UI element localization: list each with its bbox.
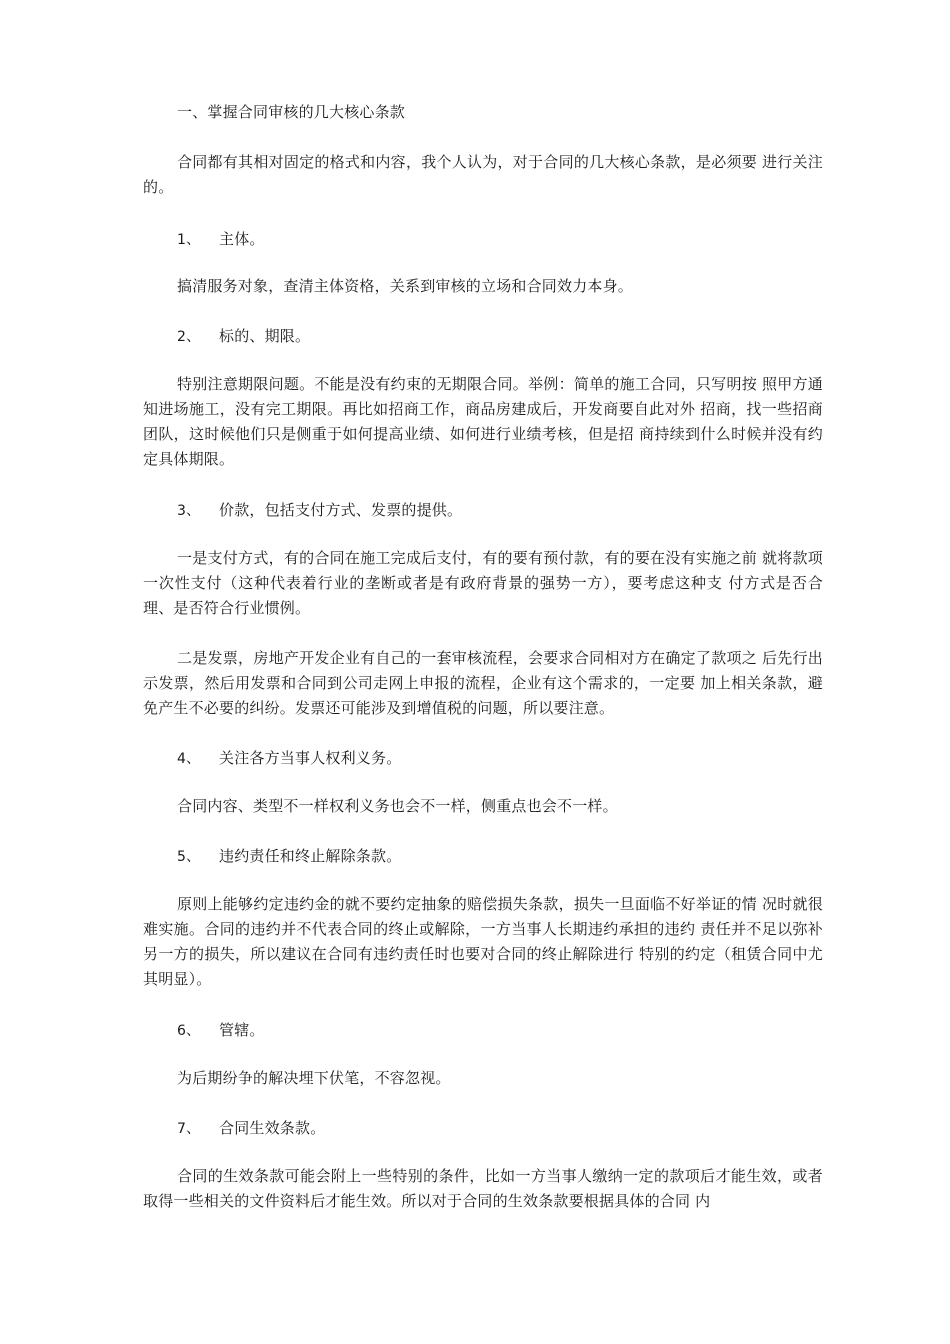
item-number: 7、 <box>177 1121 201 1137</box>
paragraph-rights: 合同内容、类型不一样权利义务也会不一样，侧重点也会不一样。 <box>177 797 618 815</box>
item-title: 违约责任和终止解除条款。 <box>219 847 402 865</box>
item-number: 6、 <box>177 1023 201 1039</box>
item-number: 4、 <box>177 751 201 767</box>
paragraph-jurisdiction: 为后期纷争的解决埋下伏笔，不容忽视。 <box>177 1069 451 1087</box>
item-heading-7 <box>143 1116 857 1142</box>
section-title <box>143 100 857 125</box>
item-title: 主体。 <box>219 230 265 248</box>
item-heading-4 <box>143 746 857 772</box>
item-title: 关注各方当事人权利义务。 <box>219 749 402 767</box>
item-title: 标的、期限。 <box>219 327 311 345</box>
item-heading-5 <box>143 844 857 870</box>
item-title: 价款，包括支付方式、发票的提供。 <box>219 501 463 519</box>
item-heading-1 <box>143 227 857 253</box>
section-title-text: 一、掌握合同审核的几大核心条款 <box>177 103 406 121</box>
item-number: 1、 <box>177 232 201 248</box>
item-number: 2、 <box>177 329 201 345</box>
paragraph-subject: 搞清服务对象，查清主体资格，关系到审核的立场和合同效力本身。 <box>177 277 634 295</box>
paragraph-payment: 一是支付方式，有的合同在施工完成后支付，有的要有预付款，有的要在没有实施之前 就将款项一次性支付（这种代表着行业的垄断或者是有政府背景的强势一方），要考虑这种支 付方式是否合理、是否符合行业惯例。 <box>143 549 823 617</box>
paragraph-invoice: 二是发票，房地产开发企业有自己的一套审核流程，会要求合同相对方在确定了款项之 后先行出示发票，然后用发票和合同到公司走网上申报的流程，企业有这个需求的，一定要 加上相关条款，避免产生不必要的纠纷。发票还可能涉及到增值税的问题，所以要注意。 <box>143 649 823 717</box>
paragraph-term: 特别注意期限问题。不能是没有约束的无期限合同。举例：简单的施工合同，只写明按 照甲方通知进场施工，没有完工期限。再比如招商工作，商品房建成后，开发商要自此对外 招商，找一些招商团队，这时候他们只是侧重于如何提高业绩、如何进行业绩考核，但是招 商持续到什么时候并没有约定具体期限。 <box>143 375 823 468</box>
intro-paragraph: 合同都有其相对固定的格式和内容，我个人认为，对于合同的几大核心条款，是必须要 进行关注的。 <box>143 153 823 196</box>
item-title: 合同生效条款。 <box>219 1119 326 1137</box>
item-heading-6 <box>143 1018 857 1044</box>
item-number: 3、 <box>177 503 201 519</box>
paragraph-effectiveness: 合同的生效条款可能会附上一些特别的条件，比如一方当事人缴纳一定的款项后才能生效，或者取得一些相关的文件资料后才能生效。所以对于合同的生效条款要根据具体的合同 内 <box>143 1167 823 1210</box>
item-number: 5、 <box>177 849 201 865</box>
item-title: 管辖。 <box>219 1021 265 1039</box>
paragraph-liability: 原则上能够约定违约金的就不要约定抽象的赔偿损失条款，损失一旦面临不好举证的情 况时就很难实施。合同的违约并不代表合同的终止或解除，一方当事人长期违约承担的违约 责任并不足以弥补另一方的损失，所以建议在合同有违约责任时也要对合同的终止解除进行 特别的约定（租赁合同中尤其明显）。 <box>143 895 823 988</box>
item-heading-3 <box>143 498 857 524</box>
item-heading-2 <box>143 324 857 350</box>
